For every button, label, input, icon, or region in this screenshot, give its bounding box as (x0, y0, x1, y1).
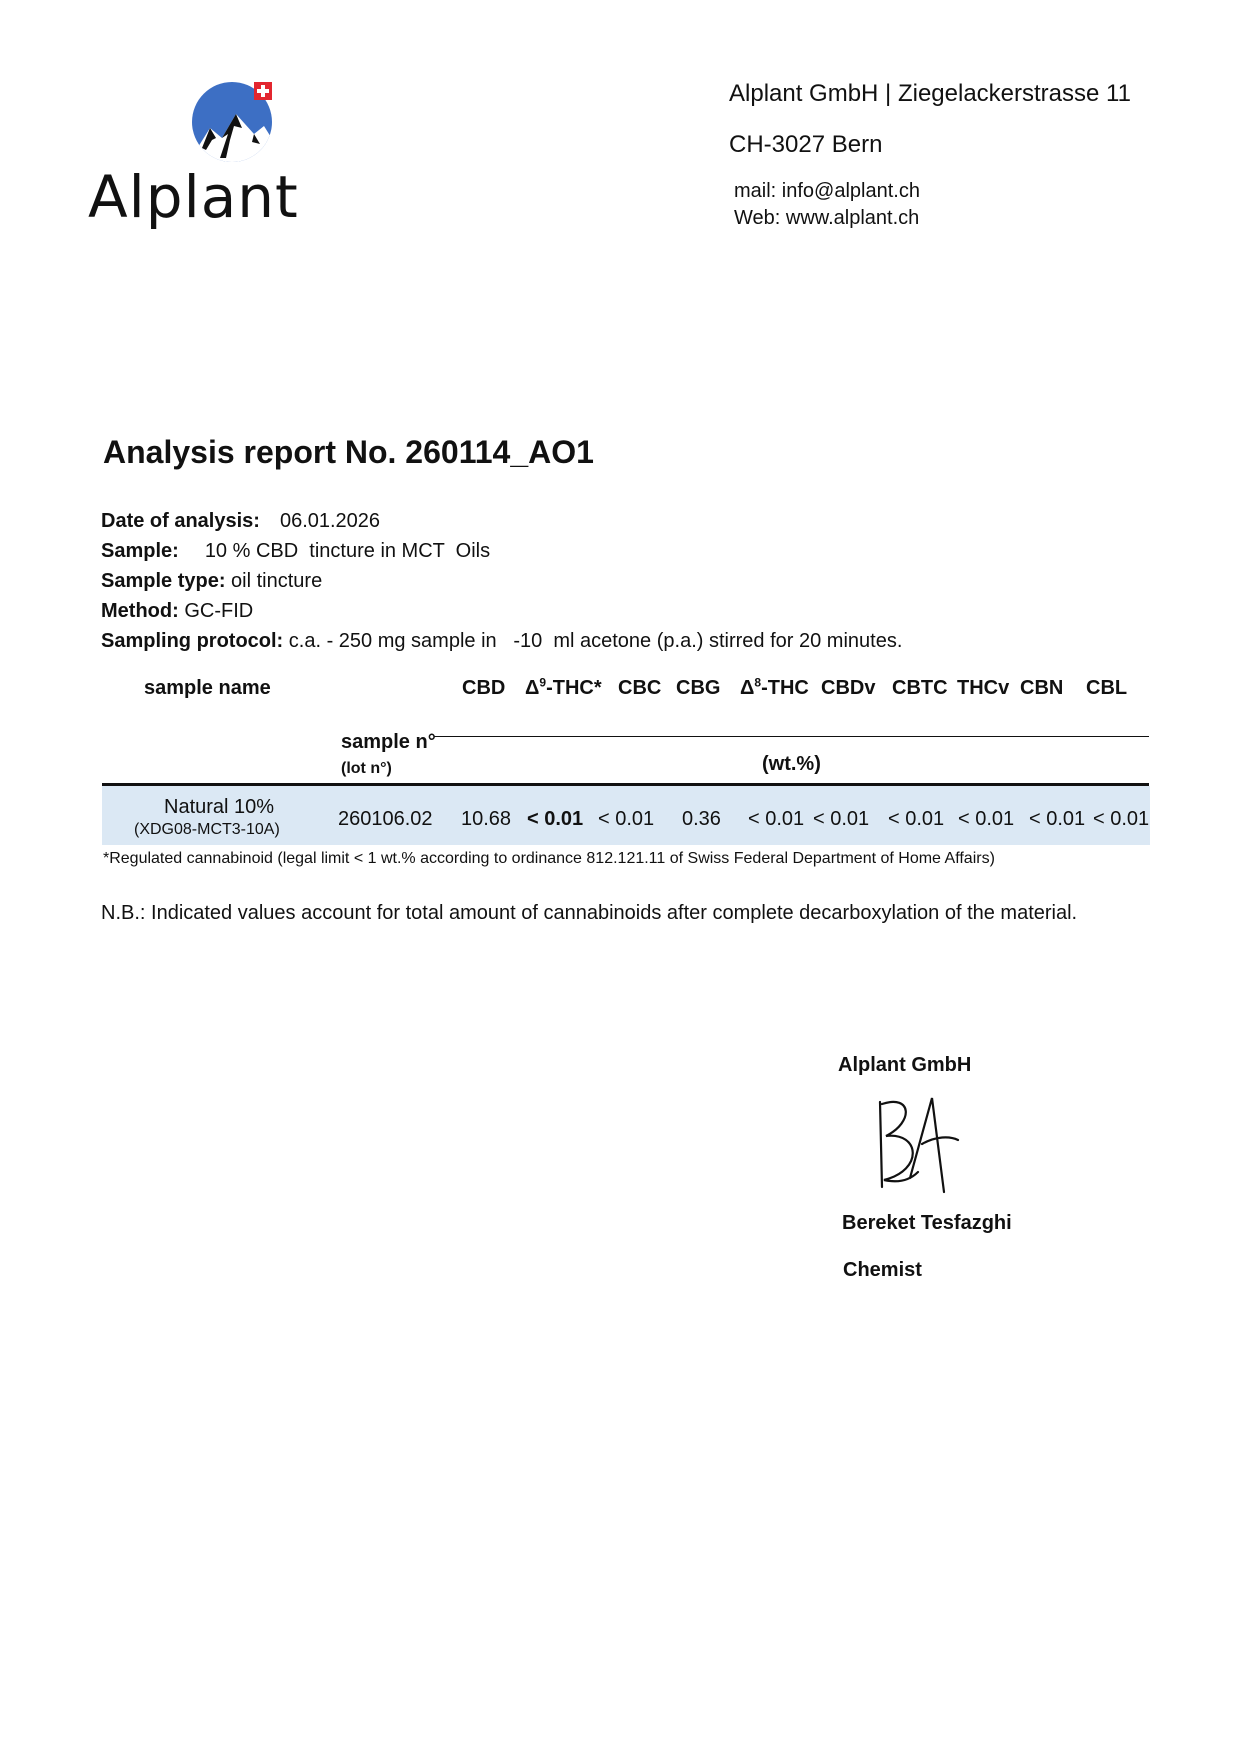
sample-type-line (101, 571, 322, 591)
header-sample-no: sample n° (341, 731, 436, 753)
header-unit: (wt.%) (762, 753, 821, 775)
row-cbl: < 0.01 (1093, 808, 1150, 830)
d9-sup: 9 (539, 675, 547, 690)
header-cbl: CBL (1086, 677, 1128, 699)
nb-note: N.B.: Indicated values account for total amount of cannabinoids after complete decarboxylation of the material. (101, 902, 1078, 924)
row-thcv: < 0.01 (958, 808, 1015, 830)
signatory-name: Bereket Tesfazghi (842, 1212, 1012, 1234)
header-d8-thc (740, 675, 809, 699)
d8-suffix: -THC (761, 677, 809, 699)
sample-label: Sample: (101, 540, 179, 562)
row-lot: (XDG08-MCT3-10A) (134, 821, 280, 838)
header-lot-no: (lot n°) (341, 760, 392, 777)
company-address-line2: CH-3027 Bern (729, 131, 883, 158)
row-cbd: 10.68 (461, 808, 512, 830)
handwritten-signature (872, 1092, 962, 1197)
date-label: Date of analysis: (101, 510, 260, 532)
sample-line (101, 541, 490, 561)
date-value: 06.01.2026 (279, 510, 381, 532)
protocol-label: Sampling protocol: (101, 630, 284, 652)
header-sample-name: sample name (144, 677, 271, 699)
header-cbtc: CBTC (892, 677, 948, 699)
row-cbn: < 0.01 (1029, 808, 1086, 830)
header-cbdv: CBDv (821, 677, 876, 699)
d8-prefix: Δ (740, 677, 755, 699)
sample-value: 10 % CBD tincture in MCT Oils (204, 540, 491, 562)
alplant-logo-icon (190, 78, 290, 168)
row-sample-no: 260106.02 (338, 808, 433, 830)
company-web: Web: www.alplant.ch (734, 207, 920, 229)
d9-prefix: Δ (525, 677, 540, 699)
d8-sup: 8 (754, 675, 762, 690)
row-sample-name: Natural 10% (164, 796, 275, 818)
protocol-value: c.a. - 250 mg sample in -10 ml acetone (p.a.) stirred for 20 minutes. (288, 630, 903, 652)
signatory-role: Chemist (843, 1259, 922, 1281)
row-cbc: < 0.01 (598, 808, 655, 830)
d9-suffix: -THC* (546, 677, 602, 699)
row-cbtc: < 0.01 (888, 808, 945, 830)
header-cbd: CBD (462, 677, 506, 699)
method-value: GC-FID (184, 600, 254, 622)
sample-type-label: Sample type: (101, 570, 226, 592)
row-d8-thc: < 0.01 (748, 808, 805, 830)
company-mail: mail: info@alplant.ch (734, 180, 920, 202)
alplant-wordmark: Alplant (88, 163, 299, 231)
header-divider (434, 736, 1149, 737)
header-cbg: CBG (676, 677, 721, 699)
method-line (101, 601, 253, 621)
protocol-line (101, 631, 902, 651)
header-thcv: THCv (957, 677, 1010, 699)
method-label: Method: (101, 600, 179, 622)
row-cbdv: < 0.01 (813, 808, 870, 830)
report-title: Analysis report No. 260114_AO1 (103, 434, 594, 470)
row-cbg: 0.36 (682, 808, 721, 830)
signature-company: Alplant GmbH (838, 1054, 972, 1076)
regulated-footnote: *Regulated cannabinoid (legal limit < 1 wt.% according to ordinance 812.121.11 of Swiss Federal Department of Home Affairs) (103, 850, 995, 867)
header-cbn: CBN (1020, 677, 1064, 699)
header-d9-thc (525, 675, 602, 699)
header-cbc: CBC (618, 677, 662, 699)
date-of-analysis (101, 511, 380, 531)
company-address-line1: Alplant GmbH | Ziegelackerstrasse 11 (729, 80, 1131, 107)
row-d9-thc: < 0.01 (527, 808, 584, 830)
sample-type-value: oil tincture (231, 570, 323, 592)
